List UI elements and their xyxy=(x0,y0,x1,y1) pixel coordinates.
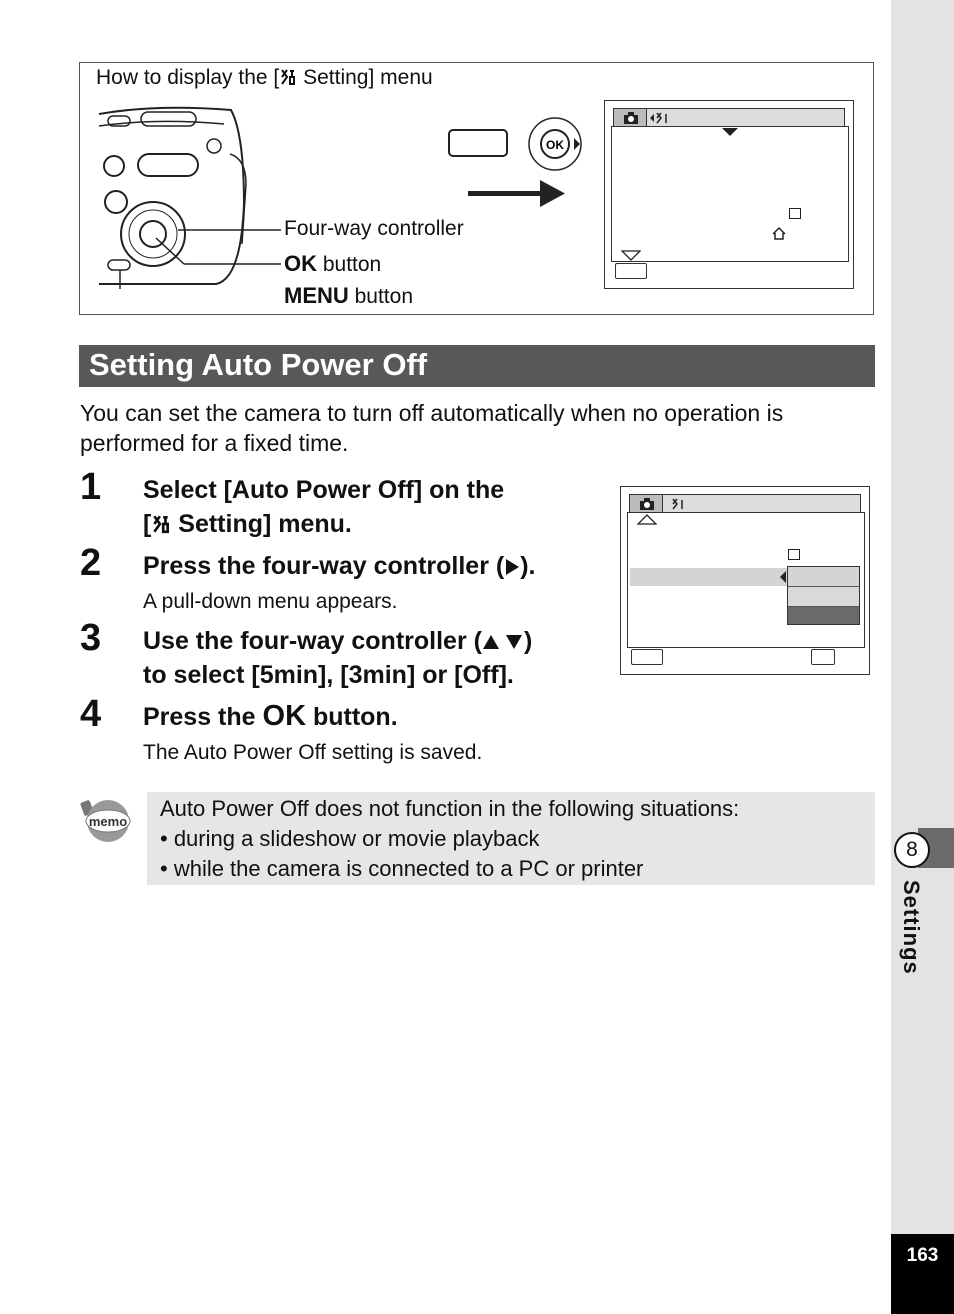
menu-button-label: MENU button xyxy=(284,283,414,308)
memo-icon xyxy=(80,797,132,843)
camera-back-illustration xyxy=(96,104,286,289)
setting-tab-icon xyxy=(649,111,671,125)
ok-button-label: OK button xyxy=(284,251,382,276)
setting-wrench-icon xyxy=(151,514,171,534)
cursor-down-icon xyxy=(722,128,738,138)
chapter-number: 8 xyxy=(894,832,930,868)
screen-ok-key-icon xyxy=(811,649,835,665)
right-arrow-icon xyxy=(468,180,566,208)
step-2-number: 2 xyxy=(80,542,102,584)
scroll-up-icon xyxy=(637,513,657,525)
camera-icon xyxy=(623,112,639,124)
screen-menu-key-icon xyxy=(615,263,647,279)
home-icon xyxy=(771,225,787,241)
screen-tab-bar xyxy=(613,108,845,127)
scroll-down-icon xyxy=(621,250,641,262)
step-1-text: Select [Auto Power Off] on the [ Setting] menu. xyxy=(143,476,505,538)
step-2-note: A pull-down menu appears. xyxy=(143,590,398,613)
right-triangle-icon xyxy=(504,558,520,576)
chapter-label: Settings xyxy=(899,880,924,975)
memo-item: • during a slideshow or movie playback xyxy=(160,826,540,851)
fourway-controller-label: Four-way controller xyxy=(284,217,464,240)
selected-menu-row xyxy=(630,568,787,586)
auto-power-off-screen xyxy=(620,486,870,675)
setting-wrench-icon xyxy=(279,68,297,86)
svg-text:OK: OK xyxy=(546,138,564,152)
step-4-number: 4 xyxy=(80,693,102,735)
section-heading: Setting Auto Power Off xyxy=(79,345,875,387)
screen-menu-key-icon xyxy=(631,649,663,665)
square-icon xyxy=(789,208,801,219)
svg-text:memo: memo xyxy=(88,814,128,829)
step-1-number: 1 xyxy=(80,466,102,508)
screen-tab-bar xyxy=(629,494,861,513)
instructions-title: How to display the [ Setting] menu xyxy=(96,66,433,89)
step-2-text: Press the four-way controller ( ). xyxy=(143,552,536,580)
chapter-sidebar xyxy=(891,0,954,1314)
pulldown-option-selected xyxy=(788,567,859,587)
screen-menu-area xyxy=(611,126,849,262)
cursor-left-icon xyxy=(779,571,787,583)
memo-text xyxy=(160,794,739,884)
page-number: 163 xyxy=(891,1234,954,1314)
pulldown-option xyxy=(788,587,859,607)
step-4-note: The Auto Power Off setting is saved. xyxy=(143,741,483,764)
pulldown-menu xyxy=(787,566,860,625)
setting-tab-icon xyxy=(671,497,687,511)
setting-menu-screen xyxy=(604,100,854,289)
ok-key-icon xyxy=(528,116,584,172)
menu-key-icon xyxy=(448,129,508,157)
memo-item: • while the camera is connected to a PC or printer xyxy=(160,856,644,881)
step-4-text: Press the OK button. xyxy=(143,700,398,732)
memo-intro: Auto Power Off does not function in the following situations: xyxy=(160,796,740,821)
section-intro: You can set the camera to turn off automatically when no operation is performed for a fixed time. xyxy=(80,400,784,456)
step-3-number: 3 xyxy=(80,617,102,659)
square-icon xyxy=(788,549,800,560)
step-3-text: Use the four-way controller ( ) to select [5min], [3min] or [Off]. xyxy=(143,627,533,689)
camera-icon xyxy=(639,498,655,510)
up-down-triangle-icon xyxy=(482,633,524,651)
